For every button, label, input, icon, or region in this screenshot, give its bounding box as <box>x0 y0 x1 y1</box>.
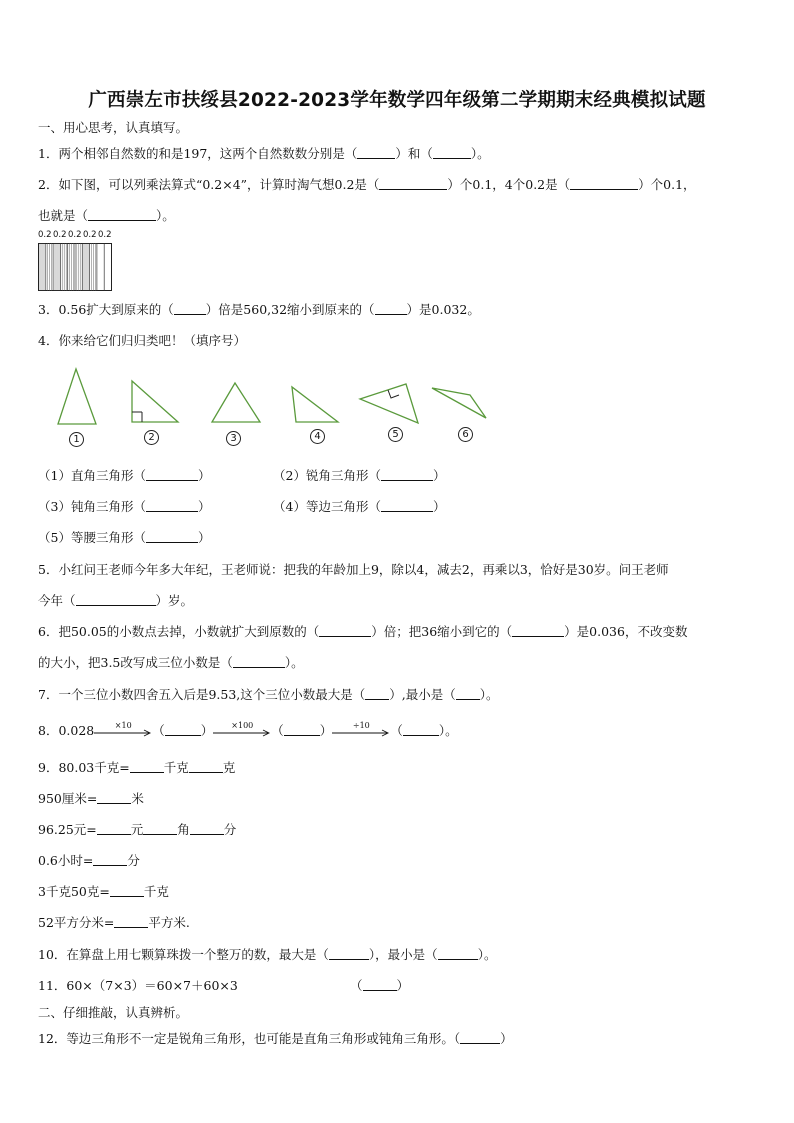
section-2-heading: 二、仔细推敲，认真辨析。 <box>38 1005 189 1020</box>
strip-label: 0.2 <box>68 230 82 240</box>
answer-blank[interactable] <box>143 822 177 835</box>
question-9-line-3: 96.25元= 元 角 分 <box>38 822 237 837</box>
answer-blank[interactable] <box>329 947 369 960</box>
answer-blank[interactable] <box>233 655 285 668</box>
question-12: 12．等边三角形不一定是锐角三角形，也可能是直角三角形或钝角三角形。（ ） <box>38 1031 513 1046</box>
strip-drawing <box>38 240 118 292</box>
answer-blank[interactable] <box>189 760 223 773</box>
arrow-divide-10: ÷10 <box>332 723 390 739</box>
question-7: 7．一个三位小数四舍五入后是9.53,这个三位小数最大是（ ）,最小是（ ）。 <box>38 687 499 702</box>
question-10: 10．在算盘上用七颗算珠拨一个整万的数，最大是（ ），最小是（ ）。 <box>38 947 497 962</box>
triangle-label-6: 6 <box>458 427 473 442</box>
answer-blank[interactable] <box>319 624 371 637</box>
question-9-line-5: 3千克50克= 千克 <box>38 884 169 899</box>
answer-blank[interactable] <box>460 1031 500 1044</box>
question-1: 1．两个相邻自然数的和是197，这两个自然数数分别是（ ）和（ ）。 <box>38 146 490 161</box>
question-6: 6．把50.05的小数点去掉，小数就扩大到原数的（ ）倍；把36缩小到它的（ ）是0.036，不改变数 <box>38 624 688 639</box>
answer-blank[interactable] <box>403 723 439 736</box>
question-9-line-2: 950厘米= 米 <box>38 791 144 806</box>
question-8: 8．0.028 ×10 （ ） ×100 （ ） ÷10 （ ）。 <box>38 721 458 738</box>
answer-blank[interactable] <box>375 302 407 315</box>
answer-blank[interactable] <box>97 791 131 804</box>
arrow-times-10: ×10 <box>94 723 152 739</box>
answer-blank[interactable] <box>363 978 397 991</box>
answer-blank[interactable] <box>284 723 320 736</box>
question-11-answer: （ ） <box>350 978 410 993</box>
page-title: 广西崇左市扶绥县2022-2023学年数学四年级第二学期期末经典模拟试题 <box>88 90 706 111</box>
answer-blank[interactable] <box>365 687 389 700</box>
question-6-cont: 的大小，把3.5改写成三位小数是（ ）。 <box>38 655 304 670</box>
answer-blank[interactable] <box>88 208 156 221</box>
answer-blank[interactable] <box>512 624 564 637</box>
answer-blank[interactable] <box>146 468 198 481</box>
answer-blank[interactable] <box>130 760 164 773</box>
answer-blank[interactable] <box>570 177 638 190</box>
answer-blank[interactable] <box>146 499 198 512</box>
question-4-sub5: （5）等腰三角形（ ） <box>38 530 211 545</box>
answer-blank[interactable] <box>146 530 198 543</box>
question-4-sub4: （4）等边三角形（ ） <box>273 499 446 514</box>
question-5-cont: 今年（ ）岁。 <box>38 593 194 608</box>
question-9-line-6: 52平方分米= 平方米. <box>38 915 190 930</box>
question-4-sub3: （3）钝角三角形（ ） <box>38 499 211 514</box>
question-3: 3．0.56扩大到原来的（ ）倍是560,32缩小到原来的（ ）是0.032。 <box>38 302 480 317</box>
strip-label: 0.2 <box>53 230 67 240</box>
question-2: 2．如下图，可以列乘法算式“0.2×4”，计算时淘气想0.2是（ ）个0.1，4个0.2是（ ）个0.1， <box>38 177 696 192</box>
arrow-times-100: ×100 <box>213 723 271 739</box>
triangle-label-3: 3 <box>226 431 241 446</box>
answer-blank[interactable] <box>97 822 131 835</box>
triangle-label-4: 4 <box>310 429 325 444</box>
answer-blank[interactable] <box>433 146 471 159</box>
triangle-label-2: 2 <box>144 430 159 445</box>
triangles-drawing <box>50 364 510 428</box>
question-4: 4．你来给它们归归类吧！（填序号） <box>38 333 246 348</box>
answer-blank[interactable] <box>357 146 395 159</box>
answer-blank[interactable] <box>114 915 148 928</box>
answer-blank[interactable] <box>190 822 224 835</box>
strip-label: 0.2 <box>98 230 112 240</box>
question-4-sub1: （1）直角三角形（ ） <box>38 468 211 483</box>
question-5: 5．小红问王老师今年多大年纪，王老师说：把我的年龄加上9，除以4，减去2，再乘以3，恰好是30岁。问王老师 <box>38 562 669 577</box>
answer-blank[interactable] <box>174 302 206 315</box>
answer-blank[interactable] <box>76 593 156 606</box>
question-11: 11．60×（7×3）＝60×7＋60×3 <box>38 978 238 993</box>
question-9-line-1: 9．80.03千克= 千克 克 <box>38 760 236 775</box>
answer-blank[interactable] <box>381 468 433 481</box>
answer-blank[interactable] <box>456 687 480 700</box>
question-4-sub2: （2）锐角三角形（ ） <box>273 468 446 483</box>
triangle-label-5: 5 <box>388 427 403 442</box>
triangle-label-1: 1 <box>69 432 84 447</box>
triangle-figures <box>50 364 510 448</box>
answer-blank[interactable] <box>381 499 433 512</box>
decimal-strip-figure <box>38 230 118 292</box>
strip-label: 0.2 <box>83 230 97 240</box>
question-9-line-4: 0.6小时= 分 <box>38 853 140 868</box>
answer-blank[interactable] <box>93 853 127 866</box>
strip-label: 0.2 <box>38 230 52 240</box>
answer-blank[interactable] <box>438 947 478 960</box>
answer-blank[interactable] <box>379 177 447 190</box>
answer-blank[interactable] <box>110 884 144 897</box>
question-2-cont: 也就是（ ）。 <box>38 208 175 223</box>
answer-blank[interactable] <box>165 723 201 736</box>
section-1-heading: 一、用心思考，认真填写。 <box>38 120 189 135</box>
